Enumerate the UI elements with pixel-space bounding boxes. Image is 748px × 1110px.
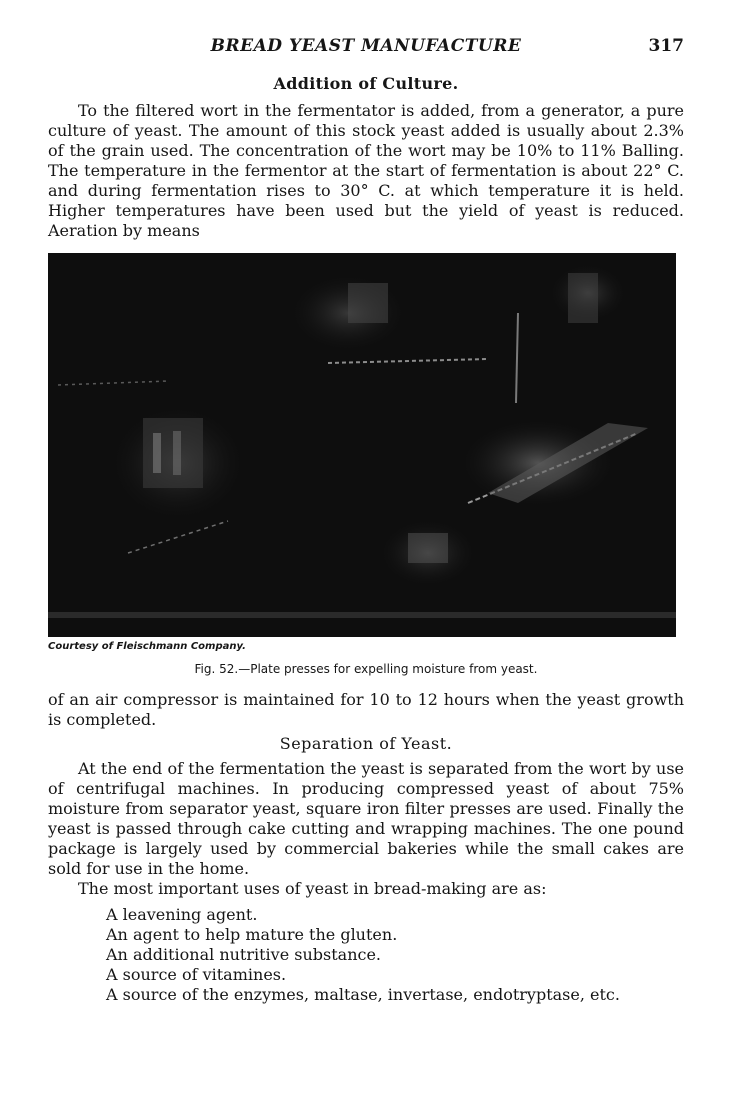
figure-plate-presses-photo [48,253,676,637]
section-heading-addition-of-culture: Addition of Culture. [273,74,459,93]
paragraph-continuation: of an air compressor is maintained for 10 to 12 hours when the yeast growth is completed. [48,690,684,729]
list-item: A leavening agent. [106,905,258,924]
paragraph-uses-intro: The most important uses of yeast in bread-making are as: [78,879,547,898]
running-title: BREAD YEAST MANUFACTURE [210,36,522,56]
section-heading-separation-of-yeast: Separation of Yeast. [279,734,453,753]
uses-list [106,905,684,1005]
book-page [48,36,684,1005]
page-number: 317 [648,36,684,56]
list-item: A source of vitamines. [106,965,287,984]
figure-caption: Fig. 52.—Plate presses for expelling moisture from yeast. [194,662,538,676]
list-item: An additional nutritive substance. [106,945,382,964]
paragraph-separation-of-yeast: At the end of the fermentation the yeast is separated from the wort by use of centrifugal machines. In producing compressed yeast of about 75% moisture from separator yeast, square iron filter presses are used. Finally the yeast is passed through cake cutting and wrapping machines. The one pound package is largely used by commercial bakeries while the small cakes are sold for use in the home. [48,759,684,878]
photo-plate-presses [48,253,676,637]
figure-credit: Courtesy of Fleischmann Company. [48,641,246,652]
paragraph-addition-of-culture: To the filtered wort in the fermentator is added, from a generator, a pure culture of yeast. The amount of this stock yeast added is usually about 2.3% of the grain used. The concentration of the wort may be 10% to 11% Balling. The temperature in the fermentor at the start of fermentation is about 22° C. and during fermentation rises to 30° C. at which temperature it is held. Higher temperatures have been used but the yield of yeast is reduced. Aeration by means [48,101,684,240]
list-item: A source of the enzymes, maltase, invertase, endotryptase, etc. [106,985,620,1004]
running-head [48,36,684,62]
list-item: An agent to help mature the gluten. [106,925,398,944]
